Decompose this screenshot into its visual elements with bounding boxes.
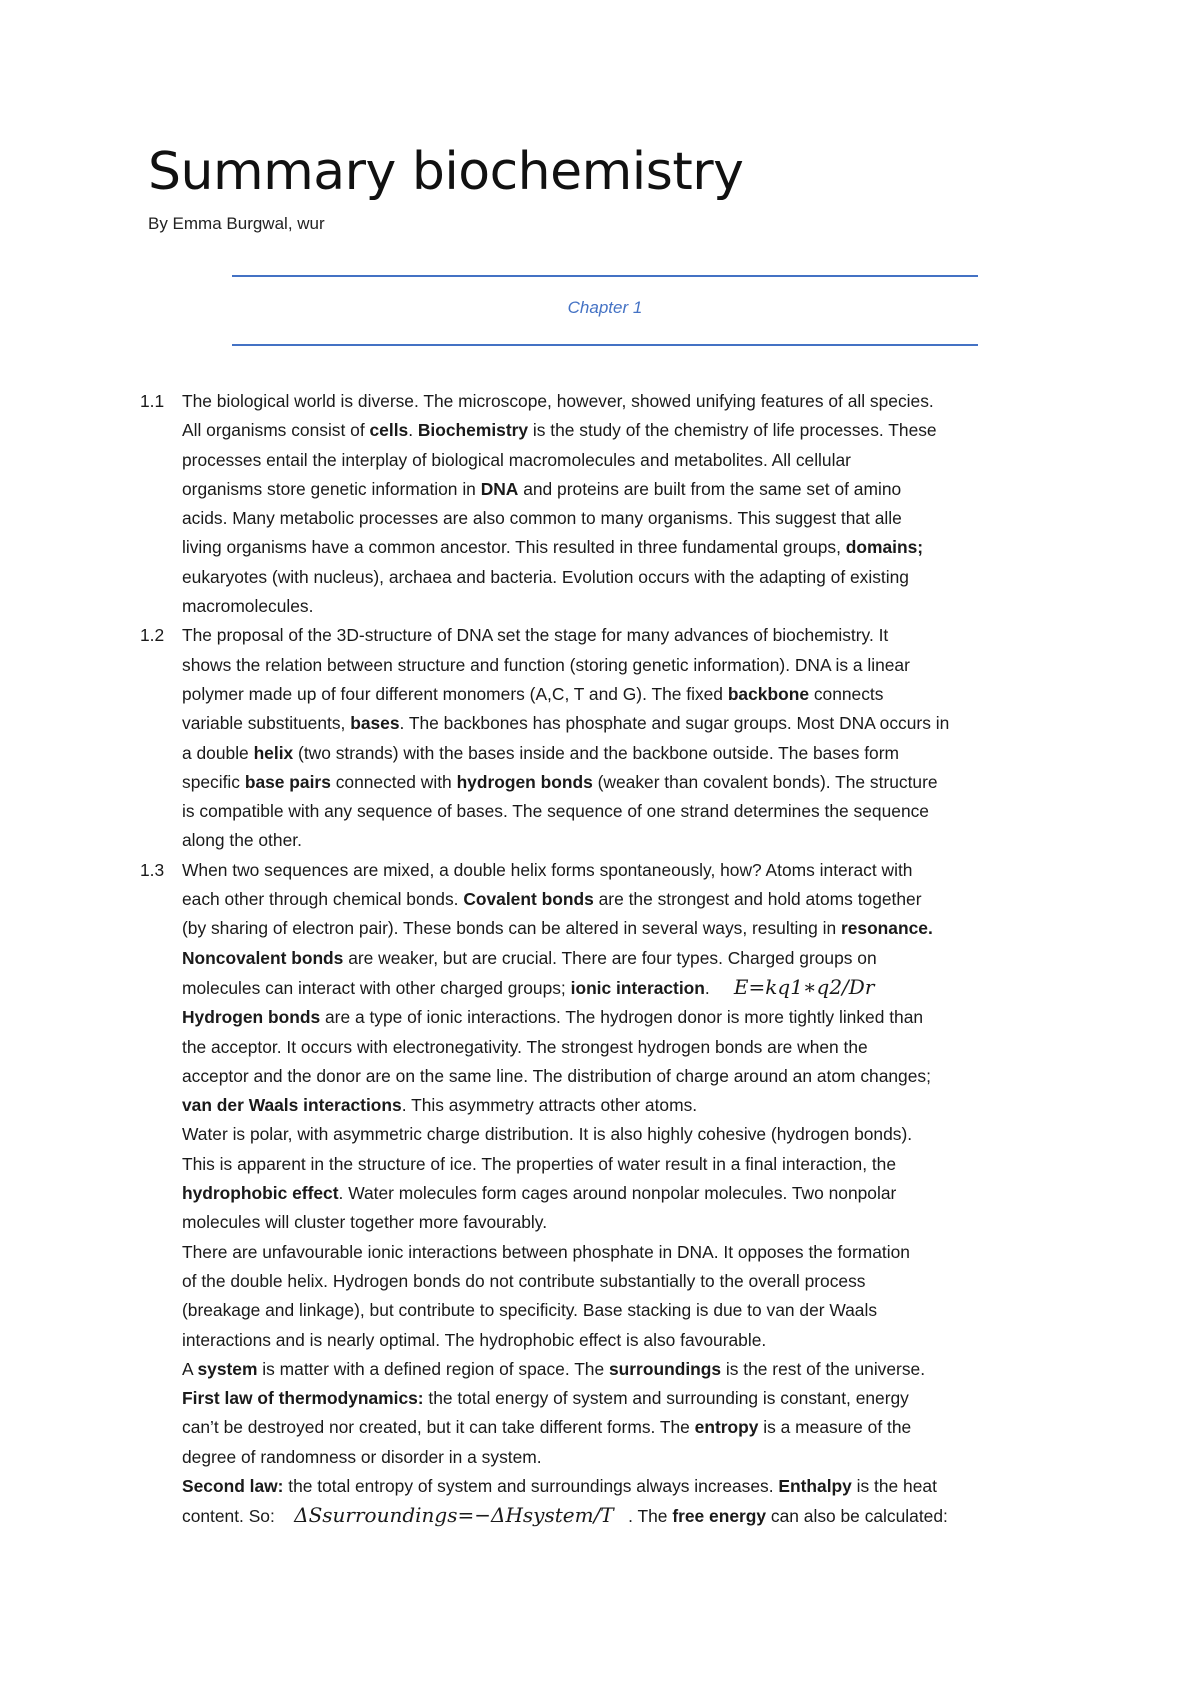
chapter-heading: Chapter 1	[567, 298, 643, 317]
text-run: is compatible with any sequence of bases. The sequence of one strand determines the sequence	[182, 801, 929, 822]
text-run: A	[182, 1358, 198, 1379]
text-run: . Water molecules form cages around nonpolar molecules. Two nonpolar	[338, 1183, 897, 1204]
section-number: 1.1	[140, 391, 165, 411]
text-line	[182, 1091, 1070, 1120]
bold-term: entropy	[694, 1417, 759, 1438]
text-line	[182, 1472, 1070, 1501]
text-line	[182, 1238, 1070, 1267]
bold-term: backbone	[727, 683, 809, 704]
section-1-3	[140, 856, 1070, 1532]
text-line	[182, 1062, 1070, 1091]
text-line	[182, 563, 1070, 592]
text-line	[182, 797, 1070, 826]
text-run: interactions and is nearly optimal. The hydrophobic effect is also favourable.	[182, 1329, 767, 1350]
text-run: . This asymmetry attracts other atoms.	[401, 1095, 698, 1116]
text-run: variable substituents,	[182, 713, 351, 734]
text-run: When two sequences are mixed, a double helix forms spontaneously, how? Atoms interact with	[182, 859, 913, 880]
text-line	[182, 621, 1070, 650]
text-run: (by sharing of electron pair). These bonds can be altered in several ways, resulting in	[182, 918, 841, 939]
bold-term: DNA	[480, 478, 519, 499]
text-line	[182, 651, 1070, 680]
bold-term: van der Waals interactions	[182, 1095, 402, 1116]
text-run: is the rest of the universe.	[721, 1358, 926, 1379]
section-1-2	[140, 621, 1070, 855]
text-run: macromolecules.	[182, 596, 314, 617]
bold-term: Covalent bonds	[463, 889, 594, 910]
text-run: and proteins are built from the same set of amino	[518, 478, 902, 499]
text-line	[182, 914, 1070, 943]
document-body	[140, 387, 1070, 1532]
text-run: There are unfavourable ionic interactions between phosphate in DNA. It opposes the formation	[182, 1241, 910, 1262]
bold-term: resonance.	[840, 918, 933, 939]
text-line	[182, 446, 1070, 475]
text-run: organisms store genetic information in	[182, 478, 481, 499]
bold-term: free energy	[672, 1506, 767, 1527]
text-run: along the other.	[182, 830, 302, 851]
text-line	[182, 1443, 1070, 1472]
text-run: molecules can interact with other charged groups;	[182, 977, 571, 998]
section-text	[182, 856, 1070, 1532]
text-run: living organisms have a common ancestor. This resulted in three fundamental groups,	[182, 537, 846, 558]
text-run: .	[408, 420, 418, 441]
text-run: (two strands) with the bases inside and the backbone outside. The bases form	[293, 742, 899, 763]
text-line	[182, 592, 1070, 621]
bold-term: Biochemistry	[417, 420, 529, 441]
text-line	[182, 387, 1070, 416]
text-run: are weaker, but are crucial. There are four types. Charged groups on	[343, 947, 877, 968]
text-line	[182, 504, 1070, 533]
text-line	[182, 1267, 1070, 1296]
author-line: By Emma Burgwal, wur	[148, 214, 325, 233]
text-run: content. So:	[182, 1506, 295, 1527]
bold-term: helix	[253, 742, 294, 763]
text-line	[182, 709, 1070, 738]
text-run: can also be calculated:	[766, 1506, 948, 1527]
text-run: the acceptor. It occurs with electronegativity. The strongest hydrogen bonds are when the	[182, 1036, 868, 1057]
text-run: molecules will cluster together more favourably.	[182, 1212, 548, 1233]
text-run: each other through chemical bonds.	[182, 889, 464, 910]
text-run: shows the relation between structure and function (storing genetic information). DNA is a linear	[182, 654, 910, 675]
text-run: . The	[613, 1506, 673, 1527]
text-run: are the strongest and hold atoms together	[593, 889, 922, 910]
bold-term: system	[197, 1358, 258, 1379]
text-line	[182, 1003, 1070, 1032]
text-run: are a type of ionic interactions. The hydrogen donor is more tightly linked than	[320, 1007, 924, 1028]
text-run: This is apparent in the structure of ice. The properties of water result in a final interaction, the	[182, 1153, 897, 1174]
text-run: degree of randomness or disorder in a system.	[182, 1446, 542, 1467]
text-run: polymer made up of four different monomers (A,C, T and G). The fixed	[182, 683, 728, 704]
text-line	[182, 1501, 1070, 1531]
section-number: 1.3	[140, 859, 165, 880]
text-line	[182, 1120, 1070, 1149]
text-line	[182, 1179, 1070, 1208]
bold-term: surroundings	[609, 1358, 722, 1379]
text-run: of the double helix. Hydrogen bonds do not contribute substantially to the overall process	[182, 1270, 866, 1291]
text-run: (breakage and linkage), but contribute to specificity. Base stacking is due to van der Waals	[182, 1300, 878, 1321]
bold-term: Noncovalent bonds	[182, 947, 344, 968]
text-line	[182, 1355, 1070, 1384]
text-run: (weaker than covalent bonds). The structure	[592, 771, 938, 792]
text-line	[182, 533, 1070, 562]
text-line	[182, 1208, 1070, 1237]
text-line	[182, 856, 1070, 885]
text-line	[182, 475, 1070, 504]
text-run: eukaryotes (with nucleus), archaea and bacteria. Evolution occurs with the adapting of existing	[182, 566, 909, 587]
bold-term: hydrogen bonds	[456, 771, 593, 792]
section-text	[182, 387, 1070, 621]
text-line	[182, 1296, 1070, 1325]
bold-term: domains;	[845, 537, 924, 558]
text-run: can’t be destroyed nor created, but it can take different forms. The	[182, 1417, 695, 1438]
text-run: is the heat	[851, 1475, 937, 1496]
text-line	[182, 826, 1070, 855]
text-run: processes entail the interplay of biological macromolecules and metabolites. All cellular	[182, 449, 851, 470]
text-line	[182, 1326, 1070, 1355]
equation: ΔSsurroundings=−ΔHsystem/T	[294, 1503, 614, 1528]
text-run: acceptor and the donor are on the same line. The distribution of charge around an atom changes;	[182, 1065, 931, 1086]
text-run: is the study of the chemistry of life processes. These	[528, 420, 937, 441]
text-run: a double	[182, 742, 254, 763]
text-run: . The backbones has phosphate and sugar groups. Most DNA occurs in	[399, 713, 950, 734]
section-number: 1.2	[140, 625, 165, 646]
bold-term: Enthalpy	[778, 1475, 852, 1496]
text-run: the total energy of system and surrounding is constant, energy	[423, 1388, 909, 1409]
bold-term: hydrophobic effect	[182, 1183, 339, 1204]
text-run: The proposal of the 3D-structure of DNA set the stage for many advances of biochemistry. It	[182, 625, 889, 646]
bold-term: base pairs	[244, 771, 331, 792]
text-run: specific	[182, 771, 245, 792]
section-1-1	[140, 387, 1070, 621]
text-line	[182, 973, 1070, 1003]
text-line	[182, 680, 1070, 709]
text-run: acids. Many metabolic processes are also common to many organisms. This suggest that alle	[182, 508, 902, 529]
text-run: .	[704, 977, 734, 998]
chapter-rule-bottom	[232, 344, 978, 346]
bold-term: bases	[350, 713, 400, 734]
section-text	[182, 621, 1070, 855]
bold-term: ionic interaction	[570, 977, 705, 998]
text-run: Water is polar, with asymmetric charge distribution. It is also highly cohesive (hydrogen bonds).	[182, 1124, 913, 1145]
text-line	[182, 416, 1070, 445]
text-line	[182, 1033, 1070, 1062]
chapter-rule-top	[232, 275, 978, 277]
text-run: is matter with a defined region of space. The	[257, 1358, 609, 1379]
text-run: connected with	[330, 771, 457, 792]
text-line	[182, 885, 1070, 914]
bold-term: First law of thermodynamics:	[182, 1388, 424, 1409]
text-run: is a measure of the	[758, 1417, 912, 1438]
text-run: The biological world is diverse. The microscope, however, showed unifying features of all species.	[182, 391, 934, 411]
text-line	[182, 1150, 1070, 1179]
text-line	[182, 944, 1070, 973]
text-run: All organisms consist of	[182, 420, 370, 441]
document-title: Summary biochemistry	[148, 142, 744, 202]
bold-term: cells	[369, 420, 409, 441]
text-line	[182, 1384, 1070, 1413]
equation: E=kq1∗q2/Dr	[733, 974, 875, 999]
text-line	[182, 1413, 1070, 1442]
text-line	[182, 739, 1070, 768]
text-line	[182, 768, 1070, 797]
bold-term: Hydrogen bonds	[182, 1007, 321, 1028]
bold-term: Second law:	[182, 1475, 284, 1496]
text-run: connects	[809, 683, 884, 704]
text-run: the total entropy of system and surroundings always increases.	[283, 1475, 779, 1496]
